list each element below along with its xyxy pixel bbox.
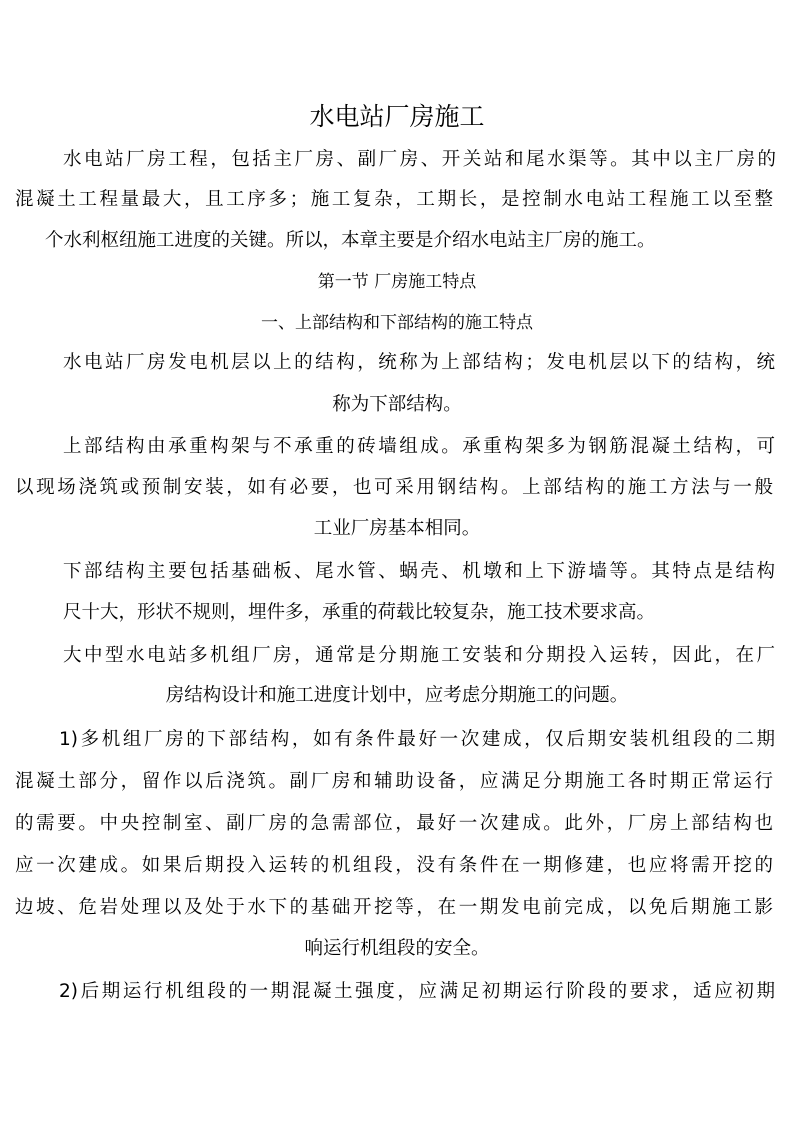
- paragraph-line: 房结构设计和施工进度计划中，应考虑分期施工的问题。: [165, 685, 629, 706]
- paragraph-line: 混凝土工程量最大，且工序多；施工复杂，工期长，是控制水电站工程施工以至整: [15, 189, 773, 210]
- document-title: 水电站厂房施工: [309, 102, 485, 131]
- paragraph-line: 尺十大，形状不规则，埋件多，承重的荷载比较复杂，施工技术要求高。: [63, 602, 656, 623]
- list-item-line: 1)多机组厂房的下部结构，如有条件最好一次建成，仅后期安装机组段的二期: [59, 729, 775, 750]
- list-item-line: 2)后期运行机组段的一期混凝土强度，应满足初期运行阶段的要求，适应初期: [59, 981, 775, 1002]
- paragraph-line: 混凝土部分，留作以后浇筑。副厂房和辅助设备，应满足分期施工各时期正常运行: [15, 771, 773, 792]
- paragraph-line: 下部结构主要包括基础板、尾水管、蜗壳、机墩和上下游墙等。其特点是结构: [63, 561, 775, 582]
- paragraph-line: 以现场浇筑或预制安装，如有必要，也可采用钢结构。上部结构的施工方法与一般: [15, 477, 773, 498]
- paragraph-line: 边坡、危岩处理以及处于水下的基础开挖等，在一期发电前完成，以免后期施工影: [15, 897, 773, 918]
- paragraph-line: 水电站厂房工程，包括主厂房、副厂房、开关站和尾水渠等。其中以主厂房的: [63, 149, 776, 170]
- paragraph-line: 个水利枢纽施工进度的关键。所以，本章主要是介绍水电站主厂房的施工。: [45, 230, 656, 251]
- paragraph-line: 的需要。中央控制室、副厂房的急需部位，最好一次建成。此外，厂房上部结构也: [15, 813, 773, 834]
- subsection-heading: 一、上部结构和下部结构的施工特点: [261, 313, 533, 333]
- paragraph-line: 称为下部结构。: [332, 394, 462, 415]
- section-heading: 第一节 厂房施工特点: [317, 272, 477, 292]
- paragraph-line: 响运行机组段的安全。: [304, 938, 490, 959]
- paragraph-line: 水电站厂房发电机层以上的结构，统称为上部结构；发电机层以下的结构，统: [63, 352, 775, 373]
- paragraph-line: 工业厂房基本相同。: [313, 518, 481, 539]
- paragraph-line: 应一次建成。如果后期投入运转的机组段，没有条件在一期修建，也应将需开挖的: [15, 855, 773, 876]
- paragraph-line: 大中型水电站多机组厂房，通常是分期施工安装和分期投入运转，因此，在厂: [63, 645, 775, 666]
- paragraph-line: 上部结构由承重构架与不承重的砖墙组成。承重构架多为钢筋混凝土结构，可: [63, 436, 775, 457]
